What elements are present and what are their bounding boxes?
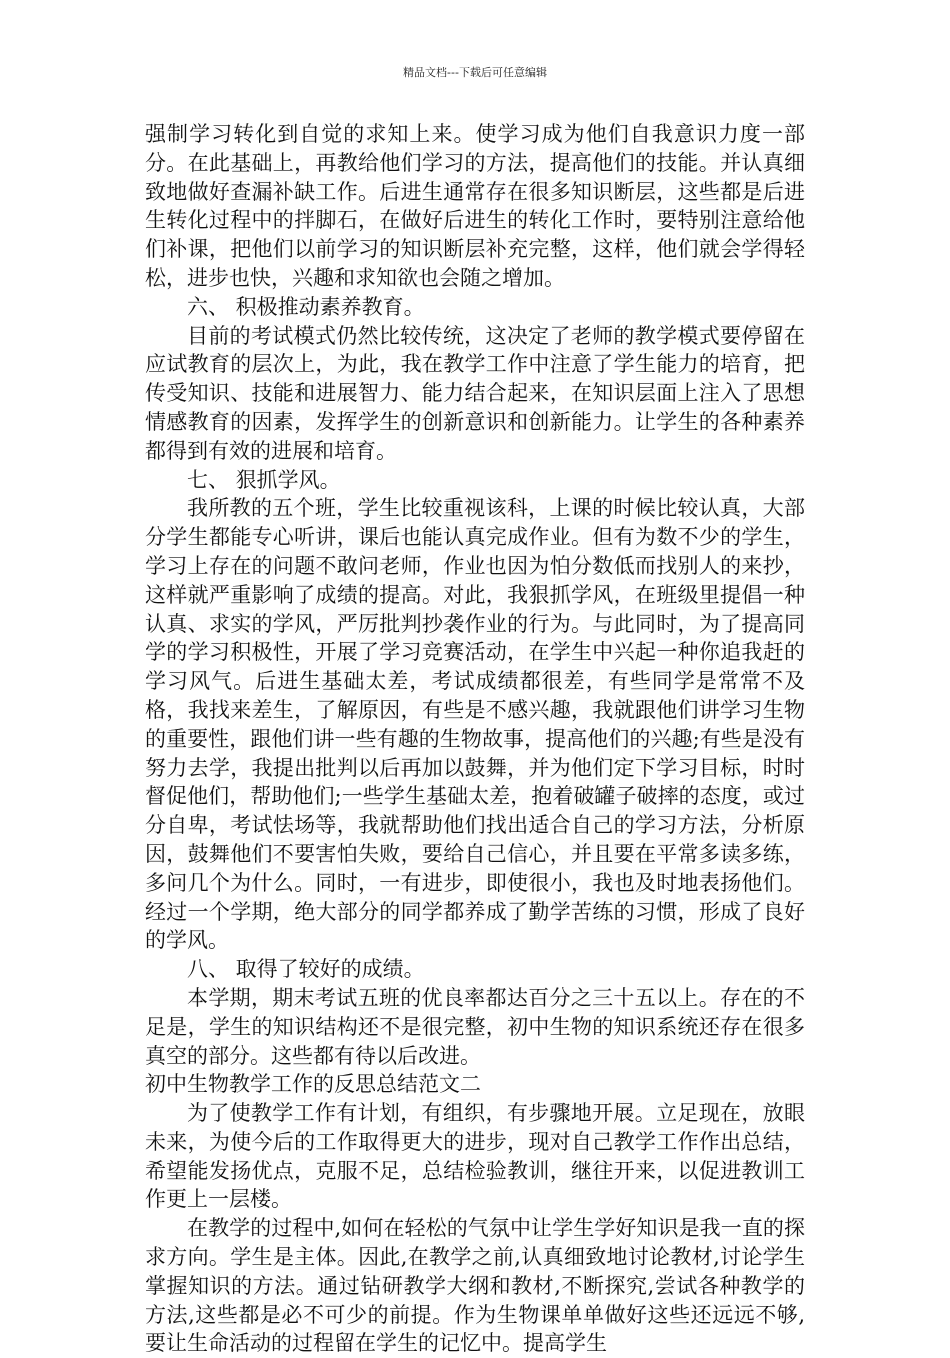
section-heading-eight: 八、 取得了较好的成绩。 bbox=[187, 957, 425, 982]
paragraph-results: 本学期，期末考试五班的优良率都达百分之三十五以上。存在的不足是，学生的知识结构还不是很完整，初中生物的知识系统还存在很多真空的部分。这些都有待以后改进。 bbox=[145, 985, 805, 1068]
document-body bbox=[145, 120, 805, 1358]
paragraph-continuation: 强制学习转化到自觉的求知上来。使学习成为他们自我意识力度一部分。在此基础上，再教给他们学习的方法，提高他们的技能。并认真细致地做好查漏补缺工作。后进生通常存在很多知识断层，这些都是后进生转化过程中的拌脚石，在做好后进生的转化工作时，要特别注意给他们补课，把他们以前学习的知识断层补充完整，这样，他们就会学得轻松，进步也快，兴趣和求知欲也会随之增加。 bbox=[145, 122, 805, 290]
page-header: 精品文档---下载后可任意编辑 bbox=[403, 66, 547, 79]
paragraph-quality-education: 目前的考试模式仍然比较传统，这决定了老师的教学模式要停留在应试教育的层次上，为此，我在教学工作中注意了学生能力的培育，把传受知识、技能和进展智力、能力结合起来，在知识层面上注入了思想情感教育的因素，发挥学生的创新意识和创新能力。让学生的各种素养都得到有效的进展和培育。 bbox=[145, 323, 805, 463]
section-heading-seven: 七、 狠抓学风。 bbox=[187, 467, 341, 492]
article-title-two: 初中生物教学工作的反思总结范文二 bbox=[145, 1072, 481, 1097]
paragraph-study-style: 我所教的五个班，学生比较重视该科，上课的时候比较认真，大部分学生都能专心听讲，课后也能认真完成作业。但有为数不少的学生，学习上存在的问题不敢问老师，作业也因为怕分数低而找别人的来抄，这样就严重影响了成绩的提高。对此，我狠抓学风，在班级里提倡一种认真、求实的学风，严厉批判抄袭作业的行为。与此同时，为了提高同学的学习积极性，开展了学习竞赛活动，在学生中兴起一种你追我赶的学习风气。后进生基础太差，考试成绩都很差，有些同学是常常不及格，我找来差生，了解原因，有些是不感兴趣，我就跟他们讲学习生物的重要性，跟他们讲一些有趣的生物故事，提高他们的兴趣;有些是没有努力去学，我提出批判以后再加以鼓舞，并为他们定下学习目标，时时督促他们，帮助他们;一些学生基础太差，抱着破罐子破摔的态度，或过分自卑，考试怯场等，我就帮助他们找出适合自己的学习方法，分析原因，鼓舞他们不要害怕失败，要给自己信心，并且要在平常多读多练，多问几个为什么。同时，一有进步，即使很小，我也及时地表扬他们。经过一个学期，绝大部分的同学都养成了勤学苦练的习惯，形成了良好的学风。 bbox=[145, 496, 805, 953]
section-heading-six: 六、 积极推动素养教育。 bbox=[187, 294, 425, 319]
paragraph-teaching-process: 在教学的过程中,如何在轻松的气氛中让学生学好知识是我一直的探求方向。学生是主体。因此,在教学之前,认真细致地讨论教材,讨论学生掌握知识的方法。通过钻研教学大纲和教材,不断探究,尝试各种教学的方法,这些都是必不可少的前提。作为生物课单单做好这些还远远不够,要让生命活动的过程留在学生的记忆中。提高学生 bbox=[145, 1216, 805, 1356]
paragraph-intro-two: 为了使教学工作有计划，有组织，有步骤地开展。立足现在，放眼未来，为使今后的工作取得更大的进步，现对自己教学工作作出总结，希望能发扬优点，克服不足，总结检验教训，继往开来，以促进教训工作更上一层楼。 bbox=[145, 1101, 805, 1212]
